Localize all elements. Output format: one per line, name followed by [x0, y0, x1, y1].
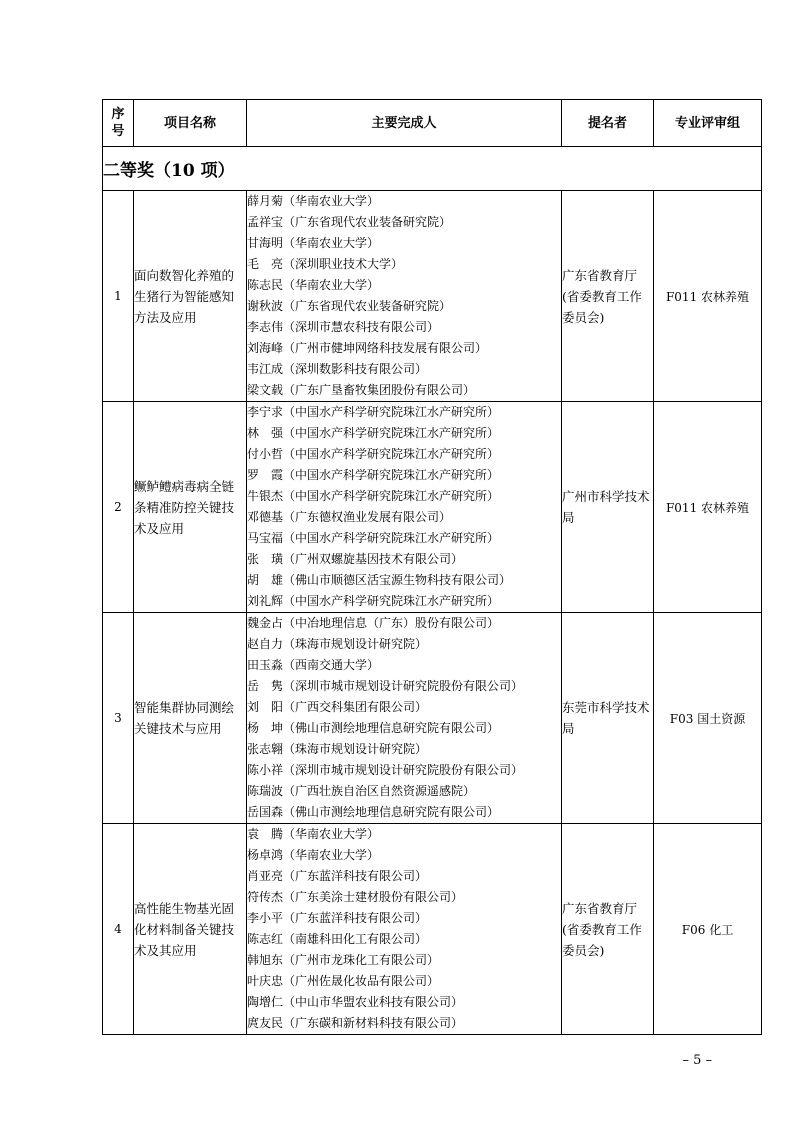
- project-name: 鳜鲈鳢病毒病全链条精准防控关键技术及应用: [134, 402, 247, 613]
- contributor: 刘礼辉（中国水产科学研究院珠江水产研究所）: [247, 594, 500, 608]
- contributor: 田玉淼（西南交通大学）: [247, 658, 380, 672]
- contributor: 岳国森（佛山市测绘地理信息研究院有限公司）: [247, 805, 500, 819]
- contributor: 邓德基（广东德权渔业发展有限公司）: [247, 510, 452, 524]
- contributor: 张志翱（珠海市规划设计研究院）: [247, 742, 428, 756]
- contributor: 刘海峰（广州市健坤网络科技发展有限公司）: [247, 341, 488, 355]
- contributor: 陶增仁（中山市华盟农业科技有限公司）: [247, 995, 464, 1009]
- contributor: 袁 腾（华南农业大学）: [247, 827, 380, 841]
- contributors-list: [247, 191, 562, 402]
- review-group: F06 化工: [654, 824, 762, 1035]
- review-group: F011 农林养殖: [654, 191, 762, 402]
- page-number: – 5 –: [682, 1053, 712, 1068]
- table-row: [103, 402, 762, 613]
- project-name: 高性能生物基光固化材料制备关键技术及其应用: [134, 824, 247, 1035]
- contributor: 张 璜（广州双螺旋基因技术有限公司）: [247, 552, 464, 566]
- header-nominator: 提名者: [562, 100, 654, 147]
- contributors-list: [247, 824, 562, 1035]
- header-project-name: 项目名称: [134, 100, 247, 147]
- header-serial: 序 号: [103, 100, 134, 147]
- contributor: 林 强（中国水产科学研究院珠江水产研究所）: [247, 426, 500, 440]
- review-group: F011 农林养殖: [654, 402, 762, 613]
- nominator: 广东省教育厅(省委教育工作委员会): [562, 191, 654, 402]
- table-row: [103, 824, 762, 1035]
- table-row: [103, 613, 762, 824]
- contributor: 毛 亮（深圳职业技术大学）: [247, 257, 404, 271]
- project-name: 面向数智化养殖的生猪行为智能感知方法及应用: [134, 191, 247, 402]
- table-header-row: [103, 100, 762, 147]
- contributor: 岳 隽（深圳市城市规划设计研究院股份有限公司）: [247, 679, 524, 693]
- contributor: 甘海明（华南农业大学）: [247, 236, 380, 250]
- contributor: 李宁求（中国水产科学研究院珠江水产研究所）: [247, 405, 500, 419]
- contributor: 李小平（广东蓝洋科技有限公司）: [247, 911, 428, 925]
- awards-table: [102, 99, 762, 1035]
- contributor: 陈志红（南雄科田化工有限公司）: [247, 932, 428, 946]
- contributor: 李志伟（深圳市慧农科技有限公司）: [247, 320, 440, 334]
- review-group: F03 国土资源: [654, 613, 762, 824]
- contributor: 刘 阳（广西交科集团有限公司）: [247, 700, 428, 714]
- contributors-list: [247, 402, 562, 613]
- section-title: 二等奖（10 项）: [103, 147, 762, 191]
- contributor: 罗 霞（中国水产科学研究院珠江水产研究所）: [247, 468, 500, 482]
- table-row: [103, 191, 762, 402]
- contributor: 牛银杰（中国水产科学研究院珠江水产研究所）: [247, 489, 500, 503]
- nominator: 东莞市科学技术局: [562, 613, 654, 824]
- contributor: 符传杰（广东美涂士建材股份有限公司）: [247, 890, 464, 904]
- contributor: 杨 坤（佛山市测绘地理信息研究院有限公司）: [247, 721, 500, 735]
- contributor: 陈志民（华南农业大学）: [247, 278, 380, 292]
- contributor: 韦江成（深圳数影科技有限公司）: [247, 362, 428, 376]
- contributor: 薛月菊（华南农业大学）: [247, 194, 380, 208]
- row-number: 1: [103, 191, 134, 402]
- header-main-contributors: 主要完成人: [247, 100, 562, 147]
- contributor: 魏金占（中冶地理信息（广东）股份有限公司）: [247, 616, 500, 630]
- contributor: 孟祥宝（广东省现代农业装备研究院）: [247, 215, 452, 229]
- section-row: [103, 147, 762, 191]
- contributor: 梁文载（广东广垦畜牧集团股份有限公司）: [247, 383, 476, 397]
- contributor: 肖亚亮（广东蓝洋科技有限公司）: [247, 869, 428, 883]
- contributor: 谢秋波（广东省现代农业装备研究院）: [247, 299, 452, 313]
- contributor: 付小哲（中国水产科学研究院珠江水产研究所）: [247, 447, 500, 461]
- contributor: 庹友民（广东碳和新材料科技有限公司）: [247, 1016, 464, 1030]
- contributor: 陈小祥（深圳市城市规划设计研究院股份有限公司）: [247, 763, 524, 777]
- nominator: 广州市科学技术局: [562, 402, 654, 613]
- contributor: 马宝福（中国水产科学研究院珠江水产研究所）: [247, 531, 500, 545]
- contributor: 陈瑞波（广西壮族自治区自然资源遥感院）: [247, 784, 476, 798]
- contributor: 韩旭东（广州市龙珠化工有限公司）: [247, 953, 440, 967]
- nominator: 广东省教育厅(省委教育工作委员会): [562, 824, 654, 1035]
- contributor: 赵自力（珠海市规划设计研究院）: [247, 637, 428, 651]
- header-review-group: 专业评审组: [654, 100, 762, 147]
- contributor: 杨卓鸿（华南农业大学）: [247, 848, 380, 862]
- contributor: 叶庆忠（广州佐晟化妆品有限公司）: [247, 974, 440, 988]
- contributors-list: [247, 613, 562, 824]
- row-number: 3: [103, 613, 134, 824]
- row-number: 4: [103, 824, 134, 1035]
- row-number: 2: [103, 402, 134, 613]
- contributor: 胡 雄（佛山市顺德区活宝源生物科技有限公司）: [247, 573, 512, 587]
- project-name: 智能集群协同测绘关键技术与应用: [134, 613, 247, 824]
